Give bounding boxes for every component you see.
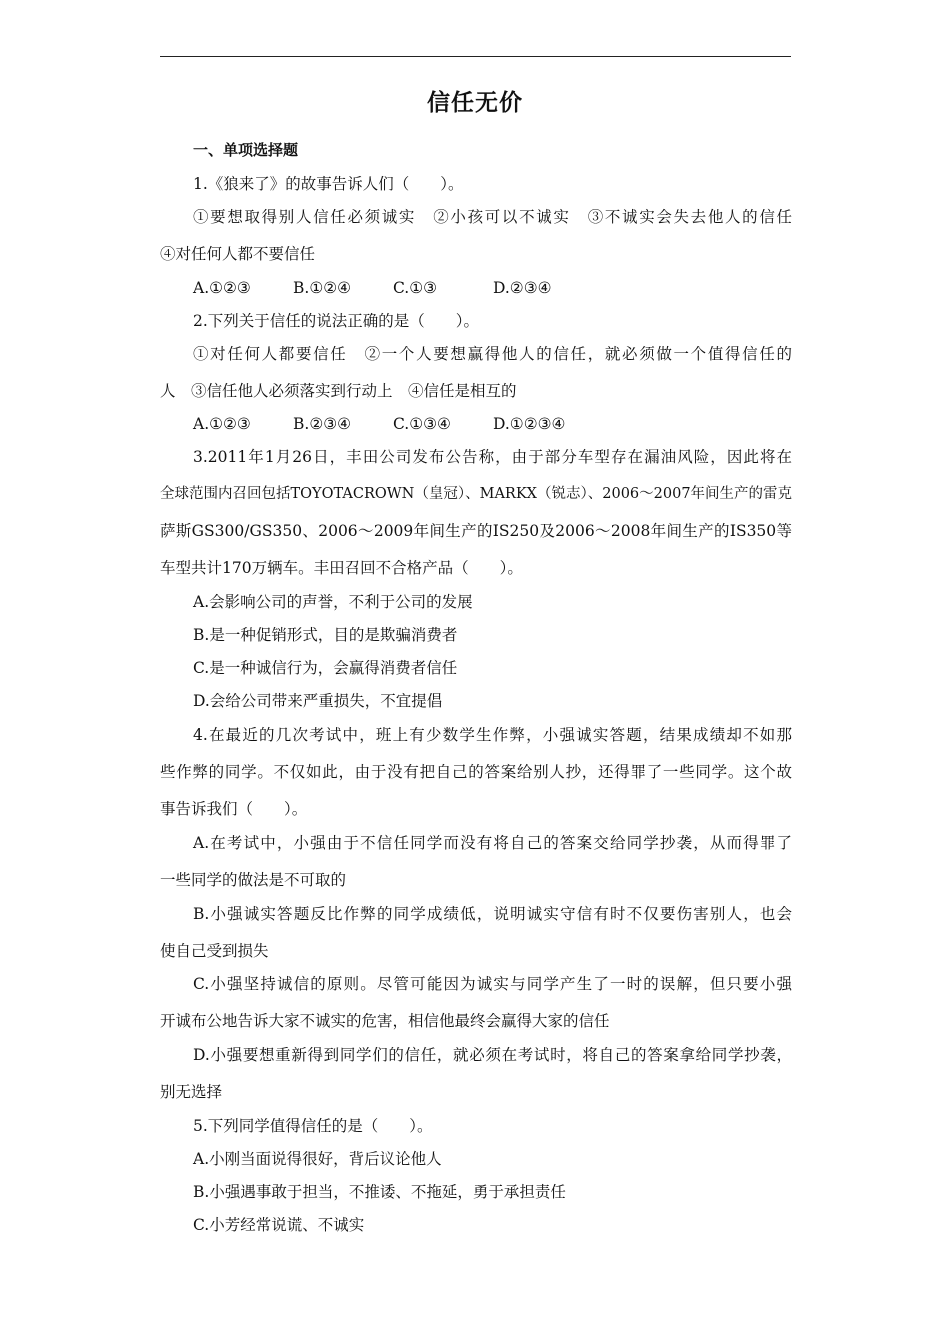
q3-option-c: C.是一种诚信行为，会赢得消费者信任 — [193, 659, 458, 677]
q3-stem-line1: 3.2011年1月26日，丰田公司发布公告称，由于部分车型存在漏油风险，因此将在 — [193, 448, 792, 466]
q2-stem: 2.下列关于信任的说法正确的是（ ）。 — [193, 312, 480, 330]
q2-option-c: C.①③④ — [393, 415, 451, 433]
q3-option-b: B.是一种促销形式，目的是欺骗消费者 — [193, 626, 458, 644]
q4-stem-line3: 事告诉我们（ ）。 — [160, 800, 308, 818]
q2-option-b: B.②③④ — [293, 415, 352, 433]
q2-option-d: D.①②③④ — [493, 415, 566, 433]
q4-option-d-line1: D.小强要想重新得到同学们的信任，就必须在考试时，将自己的答案拿给同学抄袭， — [193, 1046, 792, 1064]
q4-option-d-line2: 别无选择 — [160, 1083, 223, 1101]
q3-stem-line2: 全球范围内召回包括TOYOTACROWN（皇冠）、MARKX（锐志）、2006～2007年间生产的雷克 — [160, 486, 793, 502]
q3-stem-line3: 萨斯GS300/GS350、2006～2009年间生产的IS250及2006～2008年间生产的IS350等 — [160, 522, 792, 540]
q1-options — [193, 278, 792, 298]
q3-stem-line4: 车型共计170万辆车。丰田召回不合格产品（ ）。 — [160, 559, 523, 577]
q1-option-c: C.①③ — [393, 279, 438, 297]
q1-option-a: A.①②③ — [193, 279, 251, 297]
q2-option-a: A.①②③ — [193, 415, 251, 433]
q2-statements-line2: 人 ③信任他人必须落实到行动上 ④信任是相互的 — [160, 382, 517, 400]
page-title: 信任无价 — [427, 90, 523, 116]
q4-option-a-line1: A.在考试中，小强由于不信任同学而没有将自己的答案交给同学抄袭，从而得罪了 — [193, 834, 792, 852]
q4-option-c-line2: 开诚布公地告诉大家不诚实的危害，相信他最终会赢得大家的信任 — [160, 1012, 610, 1030]
q1-statements-line2: ④对任何人都不要信任 — [160, 245, 316, 263]
q5-stem: 5.下列同学值得信任的是（ ）。 — [193, 1117, 433, 1135]
q1-option-d: D.②③④ — [493, 279, 552, 297]
q4-option-a-line2: 一些同学的做法是不可取的 — [160, 871, 347, 889]
q4-option-b-line1: B.小强诚实答题反比作弊的同学成绩低，说明诚实守信有时不仅要伤害别人，也会 — [193, 905, 792, 923]
q4-stem-line2: 些作弊的同学。不仅如此，由于没有把自己的答案给别人抄，还得罪了一些同学。这个故 — [160, 763, 792, 781]
q1-stem: 1.《狼来了》的故事告诉人们（ ）。 — [193, 175, 464, 193]
q4-stem-line1: 4.在最近的几次考试中，班上有少数学生作弊，小强诚实答题，结果成绩却不如那 — [193, 726, 792, 744]
q4-option-c-line1: C.小强坚持诚信的原则。尽管可能因为诚实与同学产生了一时的误解，但只要小强 — [193, 975, 792, 993]
q3-option-a: A.会影响公司的声誉，不利于公司的发展 — [193, 593, 473, 611]
section-heading: 一、单项选择题 — [193, 141, 299, 159]
q5-option-b: B.小强遇事敢于担当，不推诿、不拖延，勇于承担责任 — [193, 1183, 566, 1201]
q2-statements-line1: ①对任何人都要信任 ②一个人要想赢得他人的信任，就必须做一个值得信任的 — [193, 345, 792, 363]
q5-option-c: C.小芳经常说谎、不诚实 — [193, 1216, 365, 1234]
q2-options — [193, 414, 792, 434]
q3-option-d: D.会给公司带来严重损失，不宜提倡 — [193, 692, 443, 710]
q1-option-b: B.①②④ — [293, 279, 352, 297]
q1-statements-line1: ①要想取得别人信任必须诚实 ②小孩可以不诚实 ③不诚实会失去他人的信任 — [193, 208, 792, 226]
q4-option-b-line2: 使自己受到损失 — [160, 942, 269, 960]
header-rule — [160, 56, 791, 57]
q5-option-a: A.小刚当面说得很好，背后议论他人 — [193, 1150, 442, 1168]
